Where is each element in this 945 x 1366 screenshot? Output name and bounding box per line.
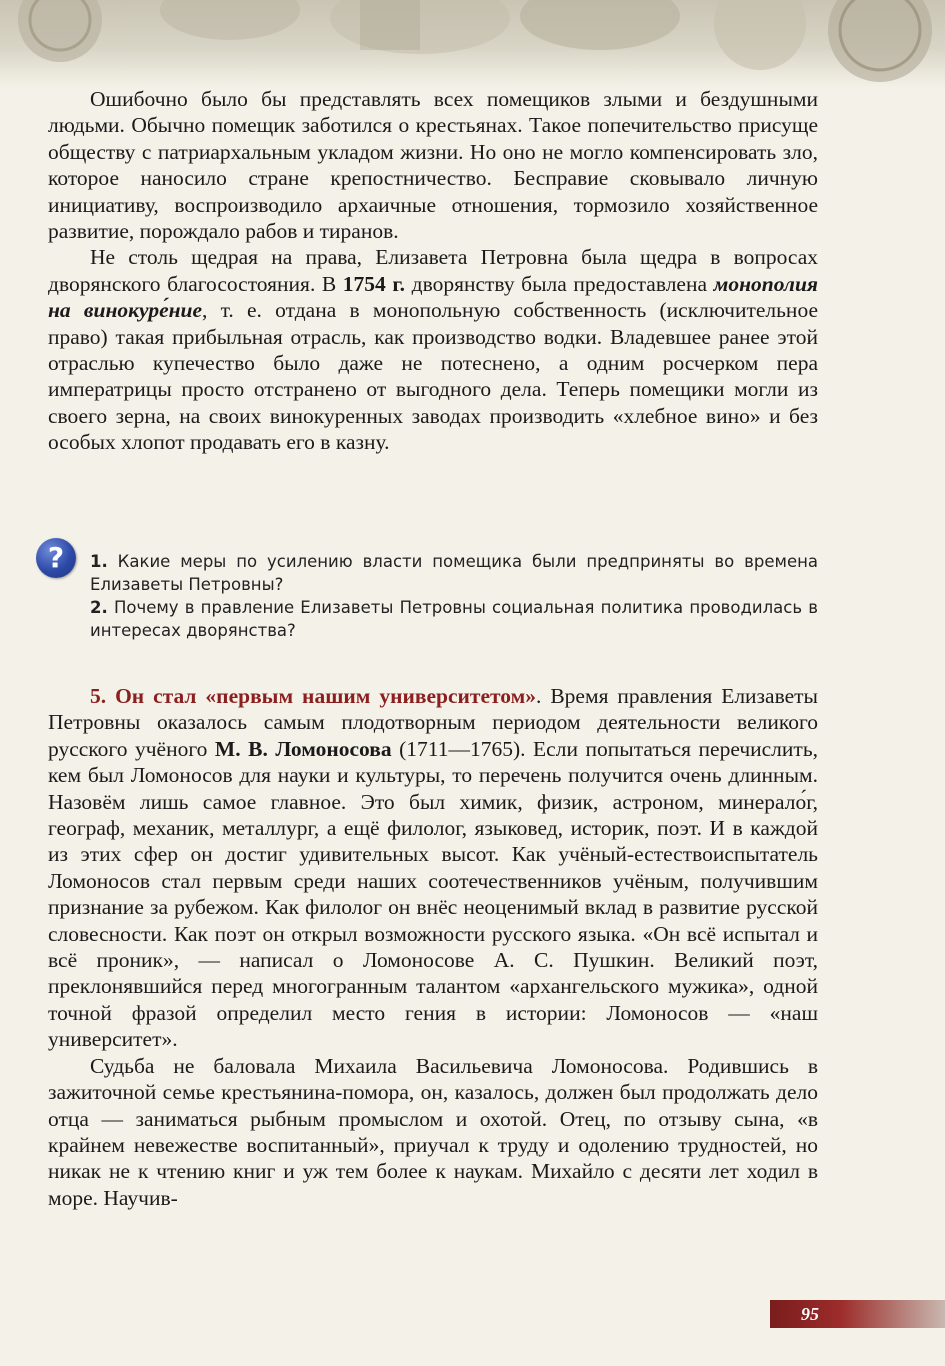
ornament-illustration (0, 0, 945, 88)
question-list (90, 550, 818, 642)
year-1754: 1754 г. (342, 271, 406, 296)
text-span: Не столь щедрая на права, Елизавета Петровна была щедра в вопросах дворянского благосостояния. В (48, 245, 818, 296)
paragraph-distilling-monopoly (48, 244, 818, 455)
text-span: (1711—1765). Если попытаться перечислить, кем был Ломоносов для науки и культуры, то перечень получится очень длинным. Назовём лишь самое главное. Это был химик, физик, астроном, минерало́г, географ, механик, металлург, а ещё филолог, языковед, историк, поэт. И в каждой из этих сфер он достиг удивительных высот. Как учёный-естествоиспытатель Ломоносов стал первым среди наших соотечественников учёным, получившим признание за рубежом. Как филолог он внёс неоценимый вклад в развитие русской словесности. Как поэт он открыл возможности русского языка. «Он всё испытал и всё проник», — написал о Ломоносове А. С. Пушкин. Великий поэт, преклонявшийся перед многогранным талантом «архангельского мужика», одной точной фразой определил место гения в истории: Ломоносов — «наш университет». (48, 736, 818, 1052)
question-icon: ? (36, 538, 76, 578)
text-span: дворянству была предоставлена (405, 271, 714, 296)
paragraph-lomonosov-intro (48, 683, 818, 1053)
text-span: . Время правления Елизаветы Петровны оказалось самым плодотворным периодом деятельности великого русского учёного (48, 684, 819, 761)
question-item (90, 596, 818, 642)
name-lomonosov: М. В. Ломоносова (214, 736, 392, 761)
page-number: 95 (801, 1304, 819, 1324)
question-text: Почему в правление Елизаветы Петровны социальная политика проводилась в интересах дворянства? (90, 598, 818, 640)
section-lomonosov (48, 683, 818, 1211)
paragraph-serfdom: Ошибочно было бы представлять всех помещиков злыми и бездушными людьми. Обычно помещик заботился о крестьянах. Такое попечительство присуще обществу с патриархальным укладом жизни. Но оно не могло компенсировать зло, которое наносило стране крепостничество. Бесправие сковывало личную инициативу, воспроизводило архаичные отношения, тормозило хозяйственное развитие, порождало рабов и тиранов. (48, 87, 818, 244)
question-text: Какие меры по усилению власти помещика были предприняты во времена Елизаветы Петровны? (90, 552, 818, 594)
text-span: , т. е. отдана в монопольную собственность (исключительное право) такая прибыльная отрасль, как производство водки. Владевшее ранее этой отраслью купечество было даже не потеснено, а одним росчерком пера императрицы просто отстранено от выгодного дела. Теперь помещики могли из своего зерна, на своих винокуренных заводах производить «хлебное вино» и без особых хлопот продавать его в казну. (48, 298, 818, 455)
paragraph-lomonosov-fate: Судьба не баловала Михаила Васильевича Ломоносова. Родившись в зажиточной семье крестьянина-помора, он, казалось, должен был продолжать дело отца — заниматься рыбным промыслом и охотой. Отец, по отзыву сына, «в крайнем невежестве воспитанный», приучал к труду и одолению трудностей, но никак не к чтению книг и уж тем более к наукам. Михайло с десяти лет ходил в море. Научив- (48, 1053, 818, 1210)
question-number: 2. (90, 598, 108, 617)
decorative-header-banner (0, 0, 945, 88)
question-item (90, 550, 818, 596)
review-questions (36, 538, 818, 648)
section-heading: 5. Он стал «первым нашим университетом» (90, 684, 537, 708)
main-text (48, 86, 818, 456)
term-distilling-monopoly: монополия на винокуре́ние (48, 271, 818, 323)
question-number: 1. (90, 552, 108, 571)
